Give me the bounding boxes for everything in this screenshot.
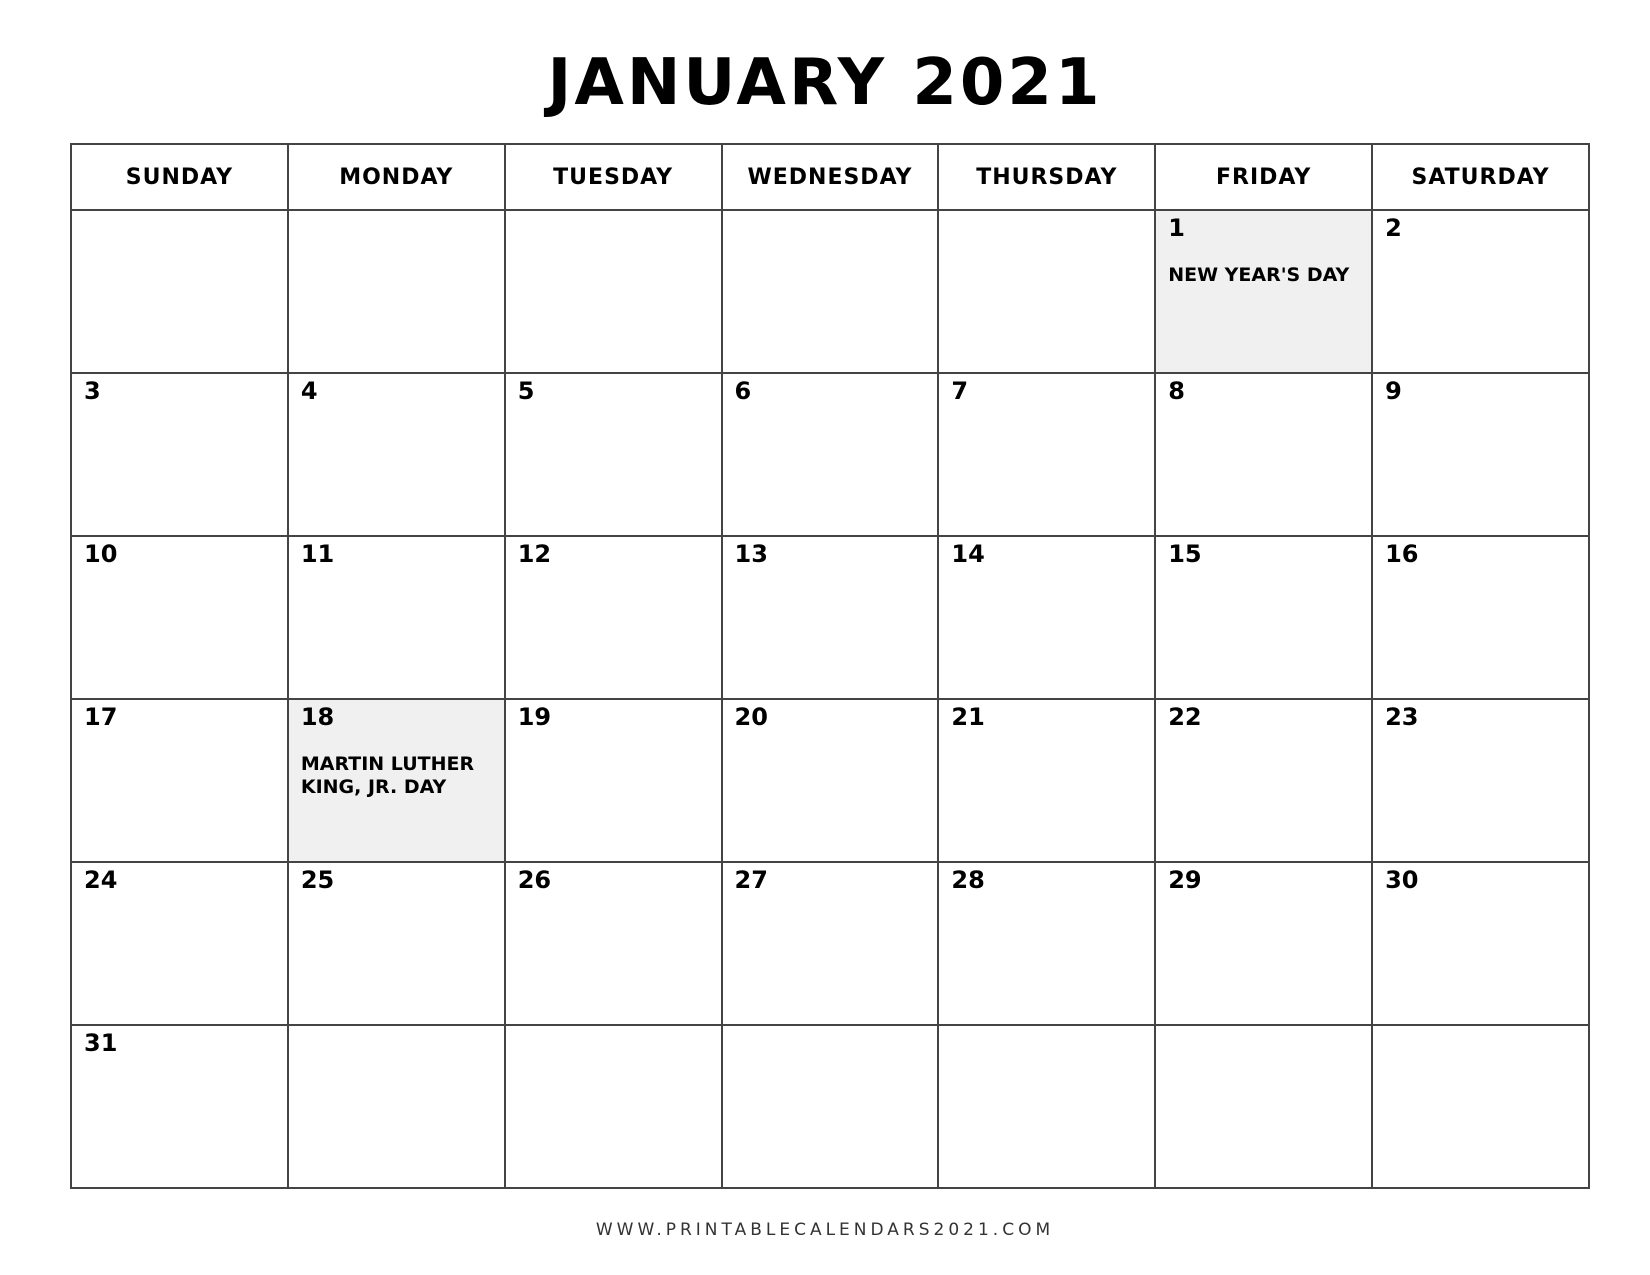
day-number: 21 <box>951 703 985 731</box>
day-cell <box>1155 210 1372 373</box>
day-number <box>723 211 938 214</box>
day-cell <box>71 1025 288 1188</box>
day-cell <box>1372 210 1589 373</box>
day-cell <box>1155 1025 1372 1188</box>
day-number: 30 <box>1385 866 1419 894</box>
day-cell <box>1155 536 1372 699</box>
week-row <box>71 1025 1589 1188</box>
day-number <box>506 211 721 214</box>
weekday-friday: FRIDAY <box>1155 144 1372 210</box>
day-cell <box>722 373 939 536</box>
week-row <box>71 373 1589 536</box>
day-number: 17 <box>84 703 118 731</box>
week-row <box>71 699 1589 862</box>
day-number <box>289 211 504 214</box>
day-number <box>289 1026 504 1029</box>
day-number: 1 <box>1168 214 1185 242</box>
day-number <box>1373 1026 1588 1029</box>
day-number: 15 <box>1168 540 1202 568</box>
day-number: 28 <box>951 866 985 894</box>
day-number: 20 <box>734 703 768 731</box>
holiday-label: MARTIN LUTHER KING, JR. DAY <box>300 753 475 798</box>
day-number: 9 <box>1385 377 1402 405</box>
week-row <box>71 210 1589 373</box>
day-cell <box>722 862 939 1025</box>
day-number: 14 <box>951 540 985 568</box>
day-number: 27 <box>734 866 768 894</box>
day-number: 6 <box>734 377 752 405</box>
day-cell <box>722 210 939 373</box>
day-cell <box>505 373 722 536</box>
day-number: 4 <box>300 377 318 405</box>
day-cell <box>1155 862 1372 1025</box>
weekday-tuesday: TUESDAY <box>505 144 722 210</box>
day-cell <box>722 699 939 862</box>
day-number: 19 <box>517 703 552 731</box>
week-row <box>71 536 1589 699</box>
weekday-thursday: THURSDAY <box>938 144 1155 210</box>
day-number: 5 <box>517 377 535 405</box>
day-cell <box>288 373 505 536</box>
day-number: 11 <box>300 540 335 568</box>
day-cell <box>505 699 722 862</box>
day-cell <box>505 210 722 373</box>
calendar-title: JANUARY 2021 <box>547 46 1103 120</box>
calendar-grid <box>70 143 1590 1189</box>
day-cell <box>938 862 1155 1025</box>
day-cell <box>1372 862 1589 1025</box>
day-number <box>939 211 1154 214</box>
day-number: 2 <box>1385 214 1402 242</box>
day-cell <box>722 1025 939 1188</box>
day-cell <box>288 699 505 862</box>
day-cell <box>71 210 288 373</box>
day-number: 31 <box>84 1029 118 1057</box>
day-cell <box>938 1025 1155 1188</box>
day-cell <box>1372 373 1589 536</box>
day-cell <box>288 536 505 699</box>
weekday-sunday: SUNDAY <box>71 144 288 210</box>
day-number <box>939 1026 1154 1029</box>
weekday-header-row <box>71 144 1589 210</box>
calendar-body <box>71 210 1589 1188</box>
day-cell <box>71 536 288 699</box>
day-number: 8 <box>1168 377 1185 405</box>
day-cell <box>505 536 722 699</box>
day-number: 24 <box>84 866 118 894</box>
day-cell <box>1372 536 1589 699</box>
day-cell <box>1155 373 1372 536</box>
day-cell <box>938 699 1155 862</box>
day-cell <box>505 862 722 1025</box>
day-number: 23 <box>1385 703 1419 731</box>
day-cell <box>71 699 288 862</box>
day-cell <box>1372 699 1589 862</box>
day-number <box>72 211 287 214</box>
day-number: 7 <box>951 377 969 405</box>
day-number: 13 <box>734 540 768 568</box>
day-number: 3 <box>84 377 101 405</box>
weekday-wednesday: WEDNESDAY <box>722 144 939 210</box>
day-number: 12 <box>517 540 552 568</box>
week-row <box>71 862 1589 1025</box>
day-cell <box>288 862 505 1025</box>
day-cell <box>505 1025 722 1188</box>
weekday-saturday: SATURDAY <box>1372 144 1589 210</box>
day-number: 25 <box>300 866 335 894</box>
day-cell <box>71 373 288 536</box>
day-cell <box>1155 699 1372 862</box>
day-number: 26 <box>517 866 552 894</box>
day-cell <box>71 862 288 1025</box>
day-cell <box>938 536 1155 699</box>
weekday-monday: MONDAY <box>288 144 505 210</box>
day-number: 10 <box>84 540 118 568</box>
day-number: 16 <box>1385 540 1419 568</box>
holiday-label: NEW YEAR'S DAY <box>1168 264 1350 286</box>
day-number <box>723 1026 938 1029</box>
day-cell <box>288 210 505 373</box>
day-cell <box>1372 1025 1589 1188</box>
day-number <box>506 1026 721 1029</box>
day-cell <box>938 373 1155 536</box>
footer-url: WWW.PRINTABLECALENDARS2021.COM <box>595 1220 1055 1240</box>
day-cell <box>722 536 939 699</box>
day-number: 22 <box>1168 703 1202 731</box>
day-number: 29 <box>1168 866 1202 894</box>
day-cell <box>288 1025 505 1188</box>
day-number: 18 <box>300 703 335 731</box>
day-number <box>1156 1026 1371 1029</box>
day-cell <box>938 210 1155 373</box>
